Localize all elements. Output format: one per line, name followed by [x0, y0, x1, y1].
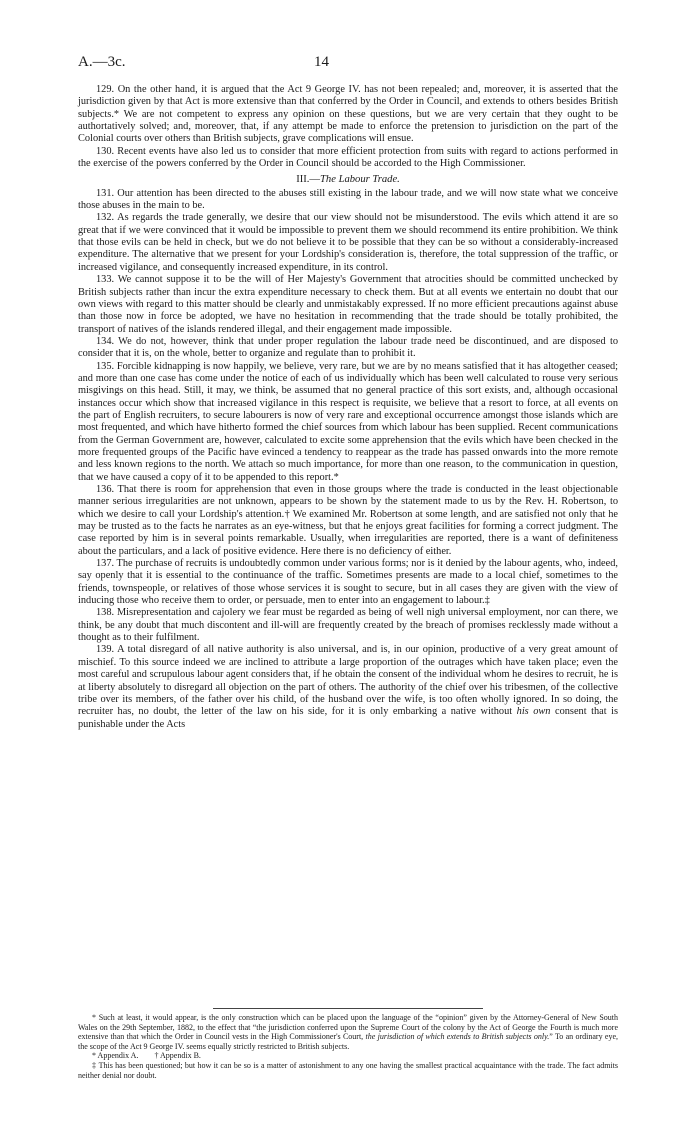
paragraph-139 [78, 644, 618, 730]
paragraph-139-emphasis: his own [516, 706, 551, 718]
footnote-appendix-refs [78, 1051, 618, 1061]
section-heading [78, 174, 618, 186]
footnote-appendix-a: * Appendix A. [92, 1051, 139, 1061]
paragraph-133: 133. We cannot suppose it to be the will of Her Majesty's Government that atrocities should be committed unchecked by British subjects rather than incur the extra expenditure necessary to check them. But at all events we entertain no doubt that our own views with regard to this matter should be clearly and unmistakably expressed. If no more efficient precautions against abuse than those now in force be adopted, we have no hesitation in recommending that the trade should be totally prohibited, the transport of natives of the islands rendered illegal, and their engagement made impossible. [78, 274, 618, 335]
paragraph-132: 132. As regards the trade generally, we desire that our view should not be misunderstood. The evils which attend it are so great that if we were convinced that it would be impossible to prevent them we should recommend its entire prohibition. We think that those evils can be held in check, but we do not believe it to be possible that they can be so without a considerably-increased expenditure. The alternative that we present for your Lordship's consideration is, therefore, the total suppression of the traffic, or increased vigilance, and consequently increased expenditure, in its control. [78, 212, 618, 273]
section-number: III.— [296, 174, 321, 186]
paragraph-137: 137. The purchase of recruits is undoubtedly common under various forms; nor is it denied by the labour agents, who, indeed, say openly that it is essential to the continuance of the traffic. Sometimes presents are made to a local chief, sometimes to the friends, townspeople, or relatives of those whose services it is sought to secure, but in all cases they are given with the view of inducing those who receive them to order, or persuade, men to enter into an engagement to labour.‡ [78, 558, 618, 607]
footnote-appendix-b: † Appendix B. [154, 1051, 201, 1061]
paragraph-138: 138. Misrepresentation and cajolery we fear must be regarded as being of well nigh universal employment, nor can there, we think, be any doubt that much discontent and ill-will are frequently created by the breach of promises recklessly made without a thought as to their fulfilment. [78, 607, 618, 644]
section-title: The Labour Trade. [320, 174, 400, 186]
report-body [78, 84, 618, 731]
paragraph-139-text: 139. A total disregard of all native authority is also universal, and is, in our opinion, productive of a very great amount of mischief. To this source indeed we are inclined to attribute a large proportion of the outrages which have taken place; even the most careful and scrupulous labour agent considers that, if he obtain the consent of the individual whom he desires to recruit, he is at liberty absolutely to disregard all objection on the part of others. The authority of the chief over his tribesmen, of the collective tribe over its members, of the father over his child, of the husband over the wife, is too often wholly ignored. In so doing, the recruiter has, no doubt, the letter of the law on his side, for it is only embarking a native without [78, 644, 618, 718]
paragraph-130: 130. Recent events have also led us to consider that more efficient protection from suits with regard to actions performed in the exercise of the powers conferred by the Order in Council should be accorded to the High Commissioner. [78, 145, 618, 170]
paragraph-135: 135. Forcible kidnapping is now happily, we believe, very rare, but we are by no means satisfied that it has altogether ceased; and more than one case has come under the notice of each of us individually which has been well calculated to rouse very serious misgivings on this head. Still, it may, we think, be assumed that no general practice of this sort exists, and, although occasional instances occur which show that increased vigilance in this respect is requisite, we believe that a resort to force, at all events on the part of English recruiters, to secure labourers is now of very rare and exceptional occurrence amongst those islands which are most frequented, and which have hitherto formed the chief sources from which labour has been supplied. Recent communications from the German Government are, however, calculated to excite some apprehension that the evils which have been checked in the more frequented groups of the Pacific have evinced a tendency to reappear as the trade has passed onwards into the more remote and less known regions to the north. We attach so much importance, for more than one reason, to the communication in question, that we have caused a copy of it to be appended to this report.* [78, 360, 618, 483]
footnote-3: ‡ This has been questioned; but how it can be so is a matter of astonishment to any one having the smallest practical acquaintance with the trade. The fact admits neither denial nor doubt. [78, 1060, 618, 1080]
paragraph-129: 129. On the other hand, it is argued that the Act 9 George IV. has not been repealed; and, moreover, it is asserted that the jurisdiction given by that Act is more extensive than that conferred by the Order in Council, and extends to others besides British subjects.* We are not competent to express any opinion on these questions, but we are very certain that they ought to be authortatively solved; and, moreover, that, if any attempt be made to enforce the pretension to jurisdiction on the part of the Colonial courts over others than British subjects, grave complications will ensue. [78, 84, 618, 145]
footnotes [78, 1008, 618, 1080]
paragraph-139-text-end: consent that is punishable under the Acts [78, 706, 619, 730]
footnote-1-text-end: ” To an ordinary eye, the scope of the Act 9 George IV. seems equally strictly restricted to British subjects. [78, 1032, 619, 1051]
paragraph-131: 131. Our attention has been directed to the abuses still existing in the labour trade, and we will now state what we conceive those abuses in the main to be. [78, 187, 618, 212]
document-reference: A.—3c. [78, 54, 126, 70]
footnote-1-emphasis: the jurisdiction of which extends to British subjects only. [365, 1032, 550, 1042]
page-header [78, 54, 618, 74]
paragraph-136: 136. That there is room for apprehension that even in those groups where the trade is conducted in the least objectionable manner serious irregularities are not unknown, appears to be shown by the statement made to us by the Rev. H. Robertson, to which we desire to call your Lordship's attention.† We examined Mr. Robertson at some length, and are satisfied not only that he may be trusted as to the facts he narrates as an eye-witness, but that he enjoys great facilities for forming a correct judgment. The case reported by him is in several points remarkable. Usually, when irregularities are reported, there is a want of definiteness about the particulars, and a lack of positive evidence. Here there is no deficiency of either. [78, 484, 618, 557]
footnote-1 [78, 1013, 618, 1051]
footnote-1-text: * Such at least, it would appear, is the only construction which can be placed upon the language of the “opinion” given by the Attorney-General of New South Wales on the 29th September, 1882, to the effect that “the jurisdiction conferred upon the Supreme Court of the colony by the Act of George the Fourth is much more extensive than that which the Order in Council vests in the High Commissioner's Court, [78, 1013, 618, 1042]
footnote-divider [213, 1008, 483, 1009]
paragraph-134: 134. We do not, however, think that under proper regulation the labour trade need be discontinued, and are disposed to consider that it is, on the whole, better to organize and regulate than to prohibit it. [78, 335, 618, 360]
page-number: 14 [314, 54, 329, 70]
